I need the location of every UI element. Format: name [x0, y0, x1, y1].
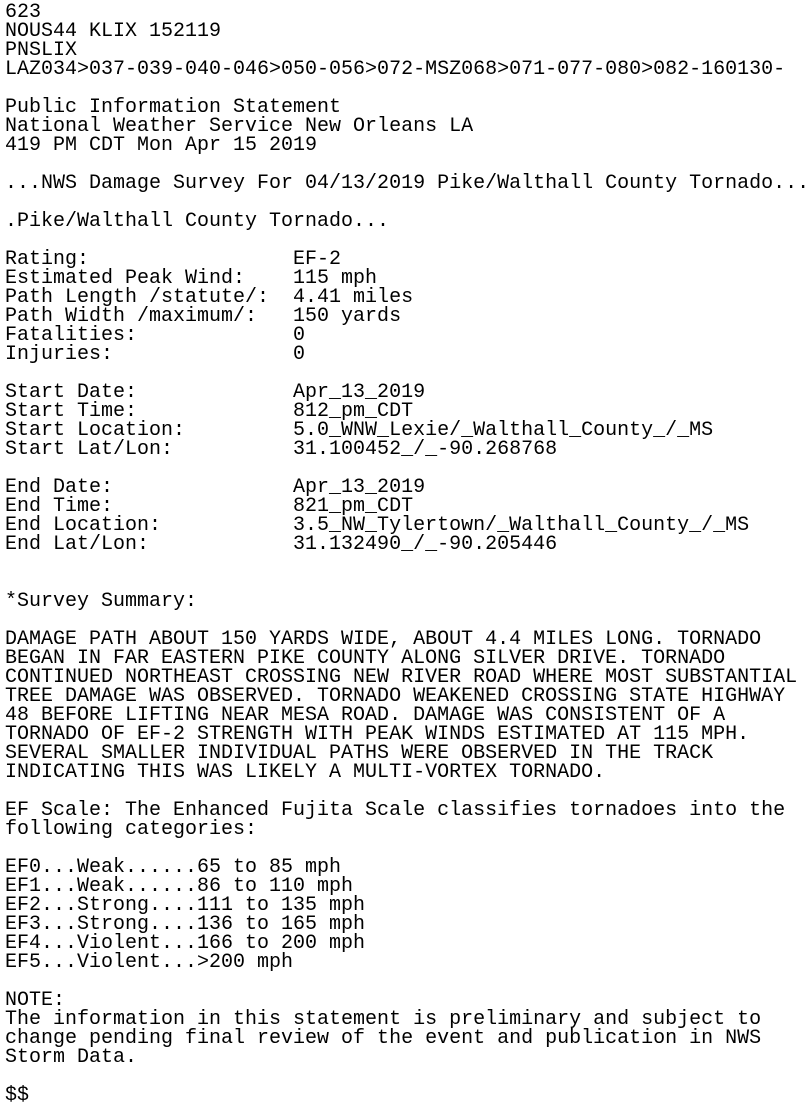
- bulletin-line: Start Time: 812_pm_CDT: [5, 400, 414, 423]
- bulletin-line: 48 BEFORE LIFTING NEAR MESA ROAD. DAMAGE WAS CONSISTENT OF A: [5, 704, 726, 727]
- bulletin-text: [5, 3, 809, 1105]
- bulletin-line: Path Width /maximum/: 150 yards: [5, 305, 402, 328]
- bulletin-line: Fatalities: 0: [5, 324, 306, 347]
- bulletin-line: Start Lat/Lon: 31.100452_/_-90.268768: [5, 438, 558, 461]
- bulletin-line: TORNADO OF EF-2 STRENGTH WITH PEAK WINDS ESTIMATED AT 115 MPH.: [5, 723, 750, 746]
- bulletin-line: SEVERAL SMALLER INDIVIDUAL PATHS WERE OBSERVED IN THE TRACK: [5, 742, 714, 765]
- bulletin-line: ...NWS Damage Survey For 04/13/2019 Pike/Walthall County Tornado...: [5, 172, 810, 195]
- bulletin-line: EF4...Violent...166 to 200 mph: [5, 932, 366, 955]
- bulletin-line: [5, 972, 809, 991]
- bulletin-line: LAZ034>037-039-040-046>050-056>072-MSZ068>071-077-080>082-160130-: [5, 58, 786, 81]
- bulletin-line: End Location: 3.5_NW_Tylertown/_Walthall_County_/_MS: [5, 514, 750, 537]
- bulletin-line: EF0...Weak......65 to 85 mph: [5, 856, 342, 879]
- bulletin-line: Public Information Statement: [5, 96, 342, 119]
- bulletin-line: Path Length /statute/: 4.41 miles: [5, 286, 414, 309]
- bulletin-line: EF3...Strong....136 to 165 mph: [5, 913, 366, 936]
- bulletin-line: $$: [5, 1084, 30, 1107]
- bulletin-line: INDICATING THIS WAS LIKELY A MULTI-VORTEX TORNADO.: [5, 761, 606, 784]
- bulletin-line: Storm Data.: [5, 1046, 138, 1069]
- bulletin-line: Estimated Peak Wind: 115 mph: [5, 267, 378, 290]
- bulletin-line: NOUS44 KLIX 152119: [5, 20, 222, 43]
- bulletin-line: BEGAN IN FAR EASTERN PIKE COUNTY ALONG SILVER DRIVE. TORNADO: [5, 647, 726, 670]
- bulletin-line: CONTINUED NORTHEAST CROSSING NEW RIVER ROAD WHERE MOST SUBSTANTIAL: [5, 666, 798, 689]
- bulletin-line: EF Scale: The Enhanced Fujita Scale classifies tornadoes into the: [5, 799, 786, 822]
- bulletin-line: [5, 1067, 809, 1086]
- bulletin-line: EF1...Weak......86 to 110 mph: [5, 875, 354, 898]
- bulletin-line: *Survey Summary:: [5, 590, 198, 613]
- bulletin-line: 419 PM CDT Mon Apr 15 2019: [5, 134, 318, 157]
- bulletin-line: Start Date: Apr_13_2019: [5, 381, 426, 404]
- bulletin-line: 623: [5, 1, 42, 24]
- bulletin-line: change pending final review of the event and publication in NWS: [5, 1027, 762, 1050]
- bulletin-line: [5, 554, 809, 573]
- bulletin-line: End Time: 821_pm_CDT: [5, 495, 414, 518]
- bulletin-line: EF2...Strong....111 to 135 mph: [5, 894, 366, 917]
- bulletin-line: National Weather Service New Orleans LA: [5, 115, 474, 138]
- bulletin-line: following categories:: [5, 818, 258, 841]
- bulletin-line: End Date: Apr_13_2019: [5, 476, 426, 499]
- bulletin-line: End Lat/Lon: 31.132490_/_-90.205446: [5, 533, 558, 556]
- bulletin-line: The information in this statement is preliminary and subject to: [5, 1008, 762, 1031]
- bulletin-line: Rating: EF-2: [5, 248, 342, 271]
- bulletin-line: EF5...Violent...>200 mph: [5, 951, 294, 974]
- bulletin-line: NOTE:: [5, 989, 66, 1012]
- bulletin-line: DAMAGE PATH ABOUT 150 YARDS WIDE, ABOUT 4.4 MILES LONG. TORNADO: [5, 628, 762, 651]
- bulletin-line: Start Location: 5.0_WNW_Lexie/_Walthall_County_/_MS: [5, 419, 714, 442]
- bulletin-line: Injuries: 0: [5, 343, 306, 366]
- bulletin-line: TREE DAMAGE WAS OBSERVED. TORNADO WEAKENED CROSSING STATE HIGHWAY: [5, 685, 786, 708]
- bulletin-line: .Pike/Walthall County Tornado...: [5, 210, 390, 233]
- bulletin-line: PNSLIX: [5, 39, 78, 62]
